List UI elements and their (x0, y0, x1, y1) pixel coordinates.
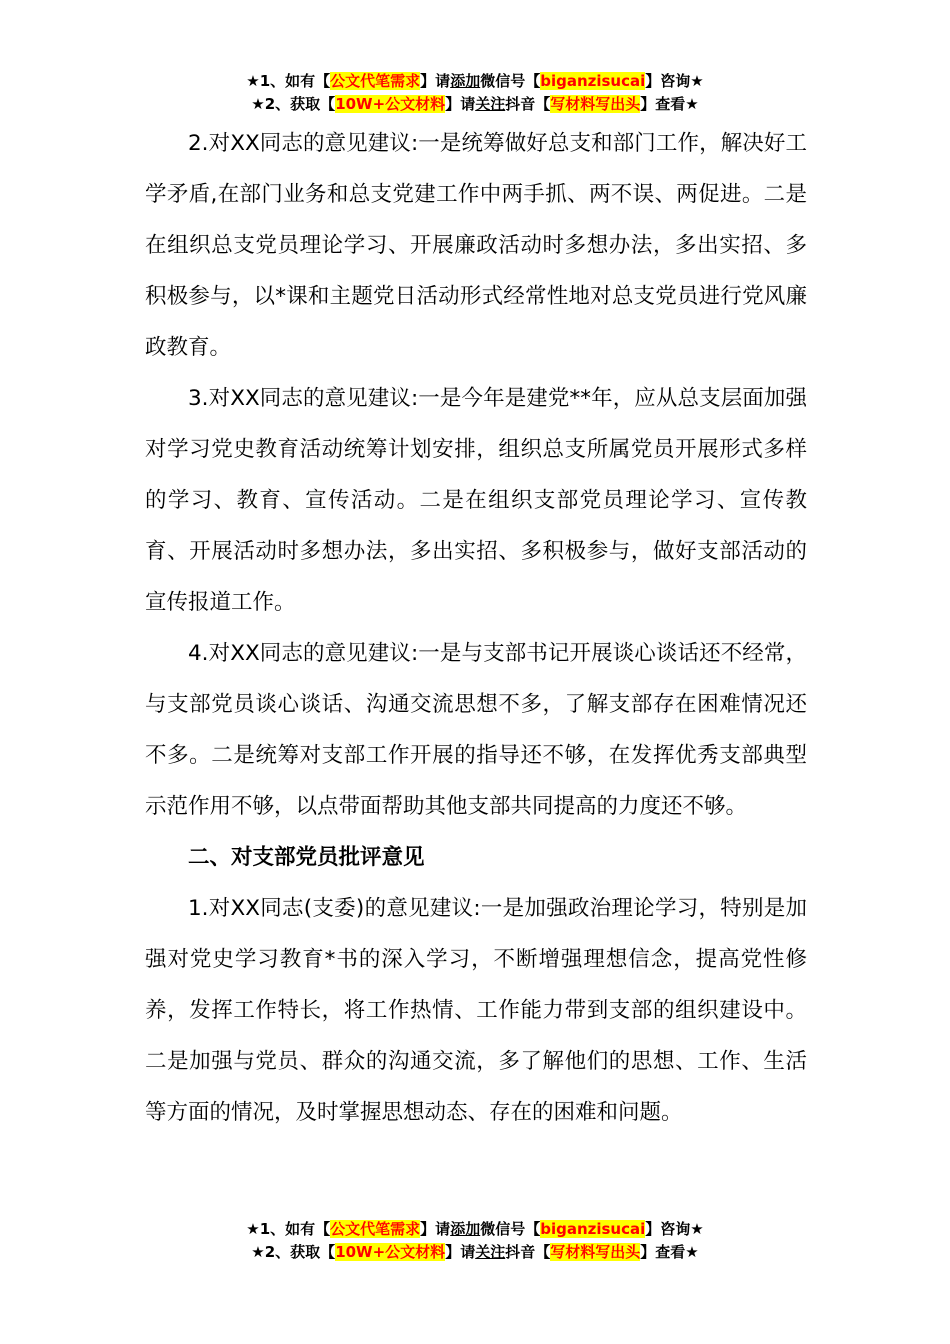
paragraph: 1.对XX同志(支委)的意见建议:一是加强政治理论学习，特别是加强对党史学习教育*书的深入学习，不断增强理想信念，提高党性修养，发挥工作特长，将工作热情、工作能力带到支部的组织建设中。二是加强与党员、群众的沟通交流，多了解他们的思想、工作、生活等方面的情况，及时掌握思想动态、存在的困难和问题。 (145, 896, 807, 1125)
header-banner (0, 70, 950, 116)
banner-text: 微信号【 (480, 1220, 541, 1238)
banner-text: ★2、获取【 (251, 1243, 336, 1261)
banner-highlight: 10W+公文材料 (335, 95, 446, 113)
banner-text: 抖音【 (505, 95, 551, 113)
banner-text: 】咨询★ (645, 1220, 704, 1238)
paragraph: 2.对XX同志的意见建议:一是统筹做好总支和部门工作，解决好工学矛盾,在部门业务和总支党建工作中两手抓、两不误、两促进。二是在组织总支党员理论学习、开展廉政活动时多想办法，多出实招、多积极参与，以*课和主题党日活动形式经常性地对总支党员进行党风廉政教育。 (145, 131, 807, 360)
banner-line-2 (0, 1241, 950, 1264)
banner-text: 】查看★ (640, 1243, 699, 1261)
document-body (145, 118, 807, 1138)
banner-highlight: 写材料写出头 (550, 1243, 641, 1261)
banner-text: 】请 (420, 72, 451, 90)
banner-line-2 (0, 93, 950, 116)
banner-text: 微信号【 (480, 72, 541, 90)
section-heading: 二、对支部党员批评意见 (188, 845, 425, 870)
banner-text: 】咨询★ (645, 72, 704, 90)
banner-text: 】查看★ (640, 95, 699, 113)
banner-text: ★1、如有【 (246, 72, 331, 90)
banner-text: 】请 (445, 95, 476, 113)
banner-highlight: biganzisucai (540, 72, 646, 90)
banner-highlight: 公文代笔需求 (330, 72, 421, 90)
banner-highlight: 公文代笔需求 (330, 1220, 421, 1238)
banner-text: 抖音【 (505, 1243, 551, 1261)
banner-text: 】请 (445, 1243, 476, 1261)
banner-highlight: 写材料写出头 (550, 95, 641, 113)
banner-text: ★1、如有【 (246, 1220, 331, 1238)
banner-underlined-text: 添加 (450, 1220, 481, 1238)
paragraph: 3.对XX同志的意见建议:一是今年是建党**年，应从总支层面加强对学习党史教育活动统筹计划安排，组织总支所属党员开展形式多样的学习、教育、宣传活动。二是在组织支部党员理论学习、宣传教育、开展活动时多想办法，多出实招、多积极参与，做好支部活动的宣传报道工作。 (145, 386, 807, 615)
banner-line-1 (0, 70, 950, 93)
paragraph: 4.对XX同志的意见建议:一是与支部书记开展谈心谈话还不经常，与支部党员谈心谈话、沟通交流思想不多，了解支部存在困难情况还不多。二是统筹对支部工作开展的指导还不够，在发挥优秀支部典型示范作用不够，以点带面帮助其他支部共同提高的力度还不够。 (145, 641, 807, 819)
banner-underlined-text: 添加 (450, 72, 481, 90)
banner-text: 】请 (420, 1220, 451, 1238)
banner-text: ★2、获取【 (251, 95, 336, 113)
banner-highlight: 10W+公文材料 (335, 1243, 446, 1261)
banner-underlined-text: 关注 (475, 95, 506, 113)
banner-underlined-text: 关注 (475, 1243, 506, 1261)
banner-highlight: biganzisucai (540, 1220, 646, 1238)
banner-line-1 (0, 1218, 950, 1241)
footer-banner (0, 1218, 950, 1264)
